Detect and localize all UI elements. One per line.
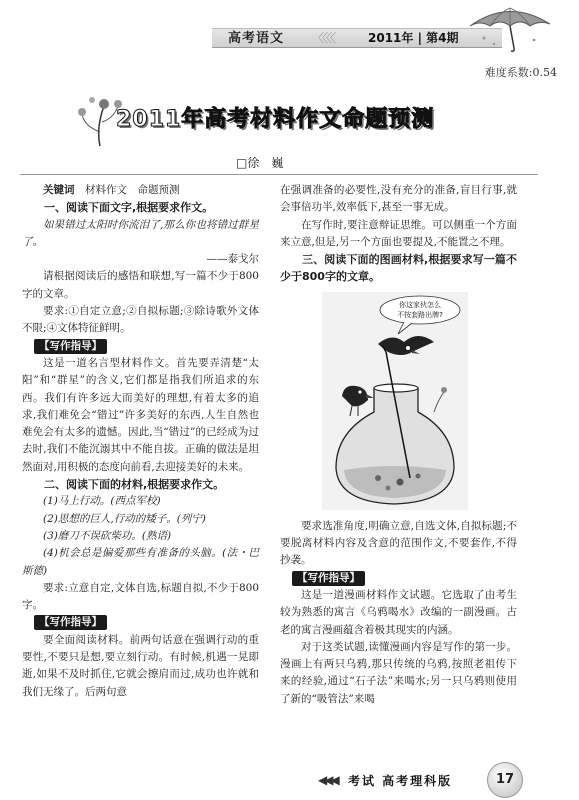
section-2-guide-continued: 在强调准备的必要性,没有充分的准备,盲目行事,就会事倍功半,效率低下,甚至一事无成。 bbox=[280, 184, 517, 214]
section-3-heading: 三、阅读下面的图画材料,根据要求写一篇不少于800字的文章。 bbox=[280, 253, 517, 284]
author-byline: □徐 巍 bbox=[236, 156, 284, 170]
writing-guide-label-2: 【写作指导】 bbox=[34, 615, 107, 630]
section-2-item-1: (1)马上行动。(西点军校) bbox=[43, 495, 161, 508]
page-header bbox=[0, 0, 579, 52]
article-title-block bbox=[70, 92, 510, 148]
crow-cartoon-illustration bbox=[322, 292, 468, 510]
section-1-attribution: ——泰戈尔 bbox=[206, 253, 259, 266]
cartoon-caption-line-2: 不按套路出牌? bbox=[397, 310, 443, 319]
page-number: 17 bbox=[487, 762, 523, 798]
header-brand: 高考语文 bbox=[228, 31, 285, 46]
umbrella-icon bbox=[464, 4, 554, 52]
section-3-guide-2: 对于这类试题,读懂漫画内容是写作的第一步。漫画上有两只乌鸦,那只传统的乌鸦,按照老祖传下来的经验,通过“石子法”来喝水;另一只乌鸦则使用了新的“吸管法”来喝 bbox=[280, 640, 517, 705]
page-footer bbox=[0, 760, 579, 800]
section-2-requirements: 要求:立意自定,文体自选,标题自拟,不少于800字。 bbox=[22, 581, 259, 612]
writing-guide-label-3: 【写作指导】 bbox=[292, 571, 365, 586]
section-1-heading: 一、阅读下面文字,根据要求作文。 bbox=[44, 201, 214, 215]
keywords-label: 关键词 bbox=[43, 184, 75, 196]
difficulty-coefficient: 难度系数:0.54 bbox=[484, 66, 557, 79]
right-column bbox=[280, 182, 517, 708]
section-2-item-2: (2)思想的巨人,行动的矮子。(列宁) bbox=[43, 512, 206, 525]
keywords-value: 材料作文 命题预测 bbox=[74, 184, 180, 196]
section-1-guide: 这是一道名言型材料作文。首先要弄清楚“太阳”和“群星”的含义,它们都是指我们所追求的东西。我们有许多远大而美好的理想,有着太多的追求,我们难免会“错过”许多美好的东西,人生自然也难免会有太多的遗憾。因此,当“错过”的已经成为过去时,我们不能沉溺其中不能自拔。正确的做法是坦然面对,用积极的态度向前看,去迎接美好的未来。 bbox=[22, 356, 259, 473]
cartoon-caption-line-1: 你这家伙怎么 bbox=[399, 300, 441, 309]
footer-arrows-icon: ◀◀◀ bbox=[318, 773, 337, 787]
keywords-line bbox=[22, 182, 259, 199]
article-title: 2011年高考材料作文命题预测 bbox=[116, 107, 435, 132]
crow-cartoon-image bbox=[322, 292, 468, 510]
section-3-requirements: 要求选准角度,明确立意,自选文体,自拟标题;不要脱离材料内容及含意的范围作文,不要套作,不得抄袭。 bbox=[280, 519, 517, 567]
header-chevrons: 〈〈〈〈 bbox=[312, 31, 335, 45]
divider bbox=[20, 174, 538, 175]
writing-guide-label-1: 【写作指导】 bbox=[34, 339, 107, 354]
section-1-requirements: 要求:①自定立意;②自拟标题;③除诗歌外文体不限;④文体特征鲜明。 bbox=[22, 305, 259, 335]
section-1-prompt: 请根据阅读后的感悟和联想,写一篇不少于800字的文章。 bbox=[22, 270, 259, 300]
section-2-item-4: (4)机会总是偏爱那些有准备的头脑。(法・巴斯德) bbox=[22, 547, 259, 577]
section-2-item-3: (3)磨刀不误砍柴功。(熟语) bbox=[43, 529, 172, 542]
section-3-guide-1: 这是一道漫画材料作文试题。它选取了由考生较为熟悉的寓言《乌鸦喝水》改编的一副漫画。古老的寓言漫画蕴含着极其现实的内涵。 bbox=[280, 588, 517, 636]
section-2-guide-dialectic: 在写作时,要注意辩证思维。可以侧重一个方面来立意,但是,另一个方面也要提及,不能置之不理。 bbox=[280, 218, 517, 248]
header-issue: 2011年 | 第4期 bbox=[368, 31, 459, 45]
section-2-guide: 要全面阅读材料。前两句话意在强调行动的重要性,不要只是想,要立刻行动。有时候,机遇一晃即逝,如果不及时抓住,它就会擦肩而过,成功也许就和我们无缘了。后两句意 bbox=[22, 633, 259, 698]
section-1-quote: 如果错过太阳时你流泪了,那么你也将错过群星了。 bbox=[22, 218, 259, 248]
left-column bbox=[22, 182, 259, 701]
section-2-heading: 二、阅读下面的材料,根据要求作文。 bbox=[44, 478, 225, 492]
footer-brand: 考试 高考理科版 bbox=[348, 774, 453, 788]
